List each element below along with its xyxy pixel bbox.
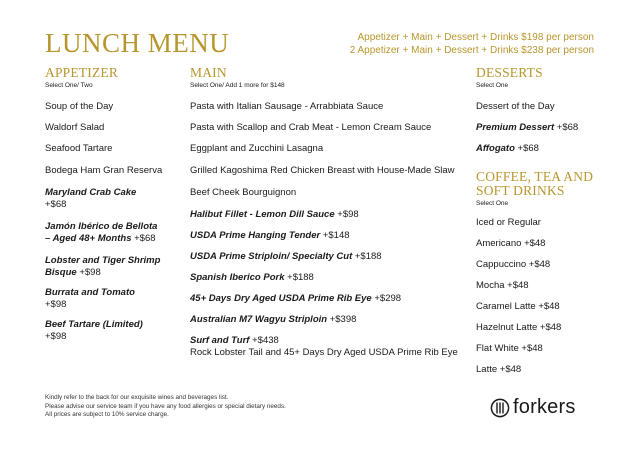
section-heading: MAIN <box>190 65 227 80</box>
menu-item: Maryland Crab Cake +$68 <box>45 187 137 210</box>
menu-item: Halibut Fillet - Lemon Dill Sauce +$98 <box>190 209 359 220</box>
forkers-logo <box>490 396 576 419</box>
menu-item: Pasta with Scallop and Crab Meat - Lemon Cream Sauce <box>190 122 432 133</box>
menu-item: Flat White +$48 <box>476 343 543 354</box>
menu-item: Caramel Latte +$48 <box>476 301 560 312</box>
menu-item: Beef Cheek Bourguignon <box>190 187 297 198</box>
menu-item: 45+ Days Dry Aged USDA Prime Rib Eye +$298 <box>190 293 402 304</box>
pricing-line: 2 Appetizer + Main + Dessert + Drinks $238 per person <box>349 45 594 56</box>
menu-item: Spanish Iberico Pork +$188 <box>190 272 314 283</box>
footer-line: All prices are subject to 10% service charge. <box>45 411 169 418</box>
menu-item: Affogato +$68 <box>476 143 539 154</box>
menu-item: Australian M7 Wagyu Striploin +$398 <box>190 314 357 325</box>
menu-item: Dessert of the Day <box>476 101 555 112</box>
menu-item: USDA Prime Hanging Tender +$148 <box>190 230 350 241</box>
section-note: Select One/ Add 1 more for $148 <box>190 82 285 89</box>
menu-item: Premium Dessert +$68 <box>476 122 579 133</box>
set-pricing <box>350 31 594 57</box>
appetizer-section <box>45 66 165 343</box>
menu-item: Pasta with Italian Sausage - Arrabbiata Sauce <box>190 101 384 112</box>
menu-item: Hazelnut Latte +$48 <box>476 322 562 333</box>
menu-title: LUNCH MENU <box>45 28 230 58</box>
main-section <box>190 66 460 359</box>
footer-line: Please advise our service team if you have any food allergies or special dietary needs. <box>45 402 286 410</box>
footer-line: Kindly refer to the back for our exquisite wines and beverages list. <box>45 394 229 401</box>
pricing-line: Appetizer + Main + Dessert + Drinks $198 per person <box>357 32 594 43</box>
menu-item: Eggplant and Zucchini Lasagna <box>190 143 324 154</box>
section-note: Select One <box>476 82 509 89</box>
menu-item: Waldorf Salad <box>45 122 105 133</box>
menu-item: Soup of the Day <box>45 101 114 112</box>
menu-item: Iced or Regular <box>476 217 541 228</box>
menu-item: Grilled Kagoshima Red Chicken Breast with House-Made Slaw <box>190 165 455 176</box>
menu-item: Mocha +$48 <box>476 280 529 291</box>
section-heading: COFFEE, TEA AND SOFT DRINKS <box>476 169 594 198</box>
menu-item: USDA Prime Striploin/ Specialty Cut +$188 <box>190 251 382 262</box>
footer-notes <box>45 394 286 420</box>
menu-item: Seafood Tartare <box>45 143 113 154</box>
menu-item: Beef Tartare (Limited) +$98 <box>45 319 143 342</box>
menu-item: Bodega Ham Gran Reserva <box>45 165 163 176</box>
fork-knife-icon <box>490 398 510 418</box>
section-note: Select One/ Two <box>45 82 93 89</box>
menu-item: Latte +$48 <box>476 364 522 375</box>
logo-text: forkers <box>513 396 576 418</box>
menu-item: Cappuccino +$48 <box>476 259 551 270</box>
section-heading: DESSERTS <box>476 65 543 80</box>
menu-item: Jamón Ibérico de Bellota – Aged 48+ Months +$68 <box>45 221 158 244</box>
menu-item: Lobster and Tiger Shrimp Bisque +$98 <box>45 255 161 278</box>
desserts-section <box>476 66 626 376</box>
menu-item: Burrata and Tomato +$98 <box>45 287 135 310</box>
section-note: Select One <box>476 200 509 207</box>
menu-item: Americano +$48 <box>476 238 546 249</box>
section-heading: APPETIZER <box>45 65 119 80</box>
menu-item: Surf and Turf +$438 Rock Lobster Tail and 45+ Days Dry Aged USDA Prime Rib Eye <box>190 335 458 358</box>
